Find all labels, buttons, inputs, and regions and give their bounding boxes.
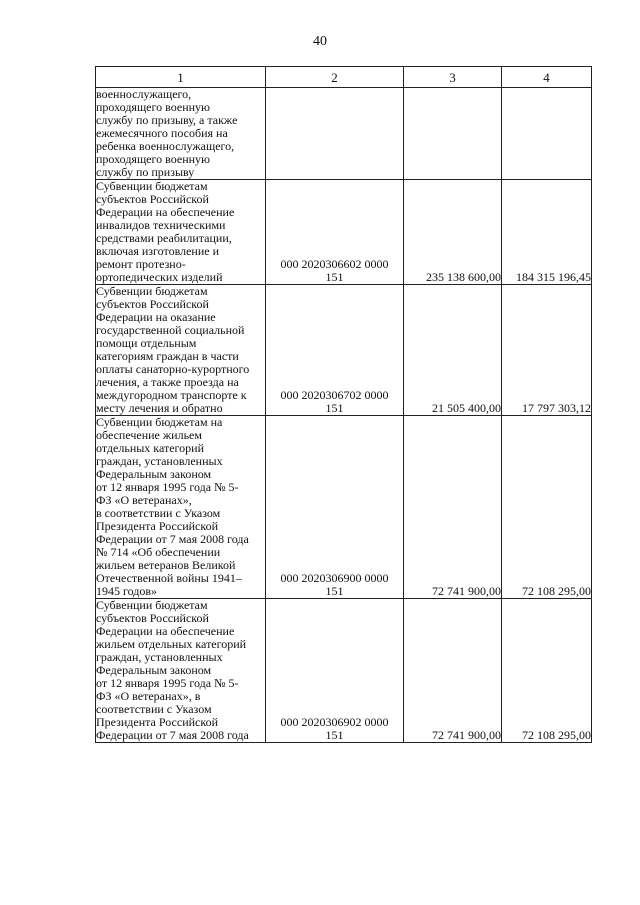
- code-part-2: 151: [325, 728, 344, 742]
- row-value-3: [404, 88, 502, 180]
- column-header: 2: [266, 67, 404, 88]
- row-name: Субвенции бюджетам субъектов Российской Федерации на обеспечение инвалидов техническими средствами реабилитации, включая изготовление и ремонт протезно- ортопедических изделий: [96, 180, 266, 285]
- table-header-row: [96, 67, 592, 88]
- row-name: Субвенции бюджетам на обеспечение жильем отдельных категорий граждан, установленных Федеральным законом от 12 января 1995 года № 5- ФЗ «О ветеранах», в соответствии с Указом Президента Российской Федерации от 7 мая 2008 года № 714 «Об обеспечении жильем ветеранов Великой Отечественной войны 1941– 1945 годов»: [96, 416, 266, 599]
- code-part-1: 000 2020306902 0000: [280, 715, 389, 729]
- column-header: 4: [502, 67, 592, 88]
- table-row: [96, 416, 592, 599]
- code-part-1: 000 2020306602 0000: [280, 257, 389, 271]
- row-value-3: 72 741 900,00: [404, 416, 502, 599]
- page-number: 40: [313, 34, 327, 49]
- code-part-2: 151: [325, 270, 344, 284]
- row-value-3: 235 138 600,00: [404, 180, 502, 285]
- row-value-4: 184 315 196,45: [502, 180, 592, 285]
- row-code: [266, 416, 404, 599]
- row-code: [266, 599, 404, 743]
- row-value-4: [502, 88, 592, 180]
- row-name: военнослужащего, проходящего военную службу по призыву, а также ежемесячного пособия на ребенка военнослужащего, проходящего военную службу по призыву: [96, 88, 266, 180]
- row-value-3: 21 505 400,00: [404, 285, 502, 416]
- code-part-1: 000 2020306702 0000: [280, 388, 389, 402]
- table-row: [96, 88, 592, 180]
- column-header: 1: [96, 67, 266, 88]
- row-name: Субвенции бюджетам субъектов Российской Федерации на обеспечение жильем отдельных категорий граждан, установленных Федеральным законом от 12 января 1995 года № 5- ФЗ «О ветеранах», в соответствии с Указом Президента Российской Федерации от 7 мая 2008 года: [96, 599, 266, 743]
- row-name: Субвенции бюджетам субъектов Российской Федерации на оказание государственной социальной помощи отдельным категориям граждан в части оплаты санаторно-курортного лечения, а также проезда на междугородном транспорте к месту лечения и обратно: [96, 285, 266, 416]
- budget-table: [95, 66, 592, 743]
- table-row: [96, 285, 592, 416]
- code-part-2: 151: [325, 401, 344, 415]
- table-row: [96, 599, 592, 743]
- row-code: [266, 88, 404, 180]
- code-part-2: 151: [325, 584, 344, 598]
- row-value-4: 72 108 295,00: [502, 416, 592, 599]
- row-value-4: 17 797 303,12: [502, 285, 592, 416]
- row-code: [266, 180, 404, 285]
- row-value-4: 72 108 295,00: [502, 599, 592, 743]
- table-row: [96, 180, 592, 285]
- code-part-1: 000 2020306900 0000: [280, 571, 389, 585]
- column-header: 3: [404, 67, 502, 88]
- row-value-3: 72 741 900,00: [404, 599, 502, 743]
- row-code: [266, 285, 404, 416]
